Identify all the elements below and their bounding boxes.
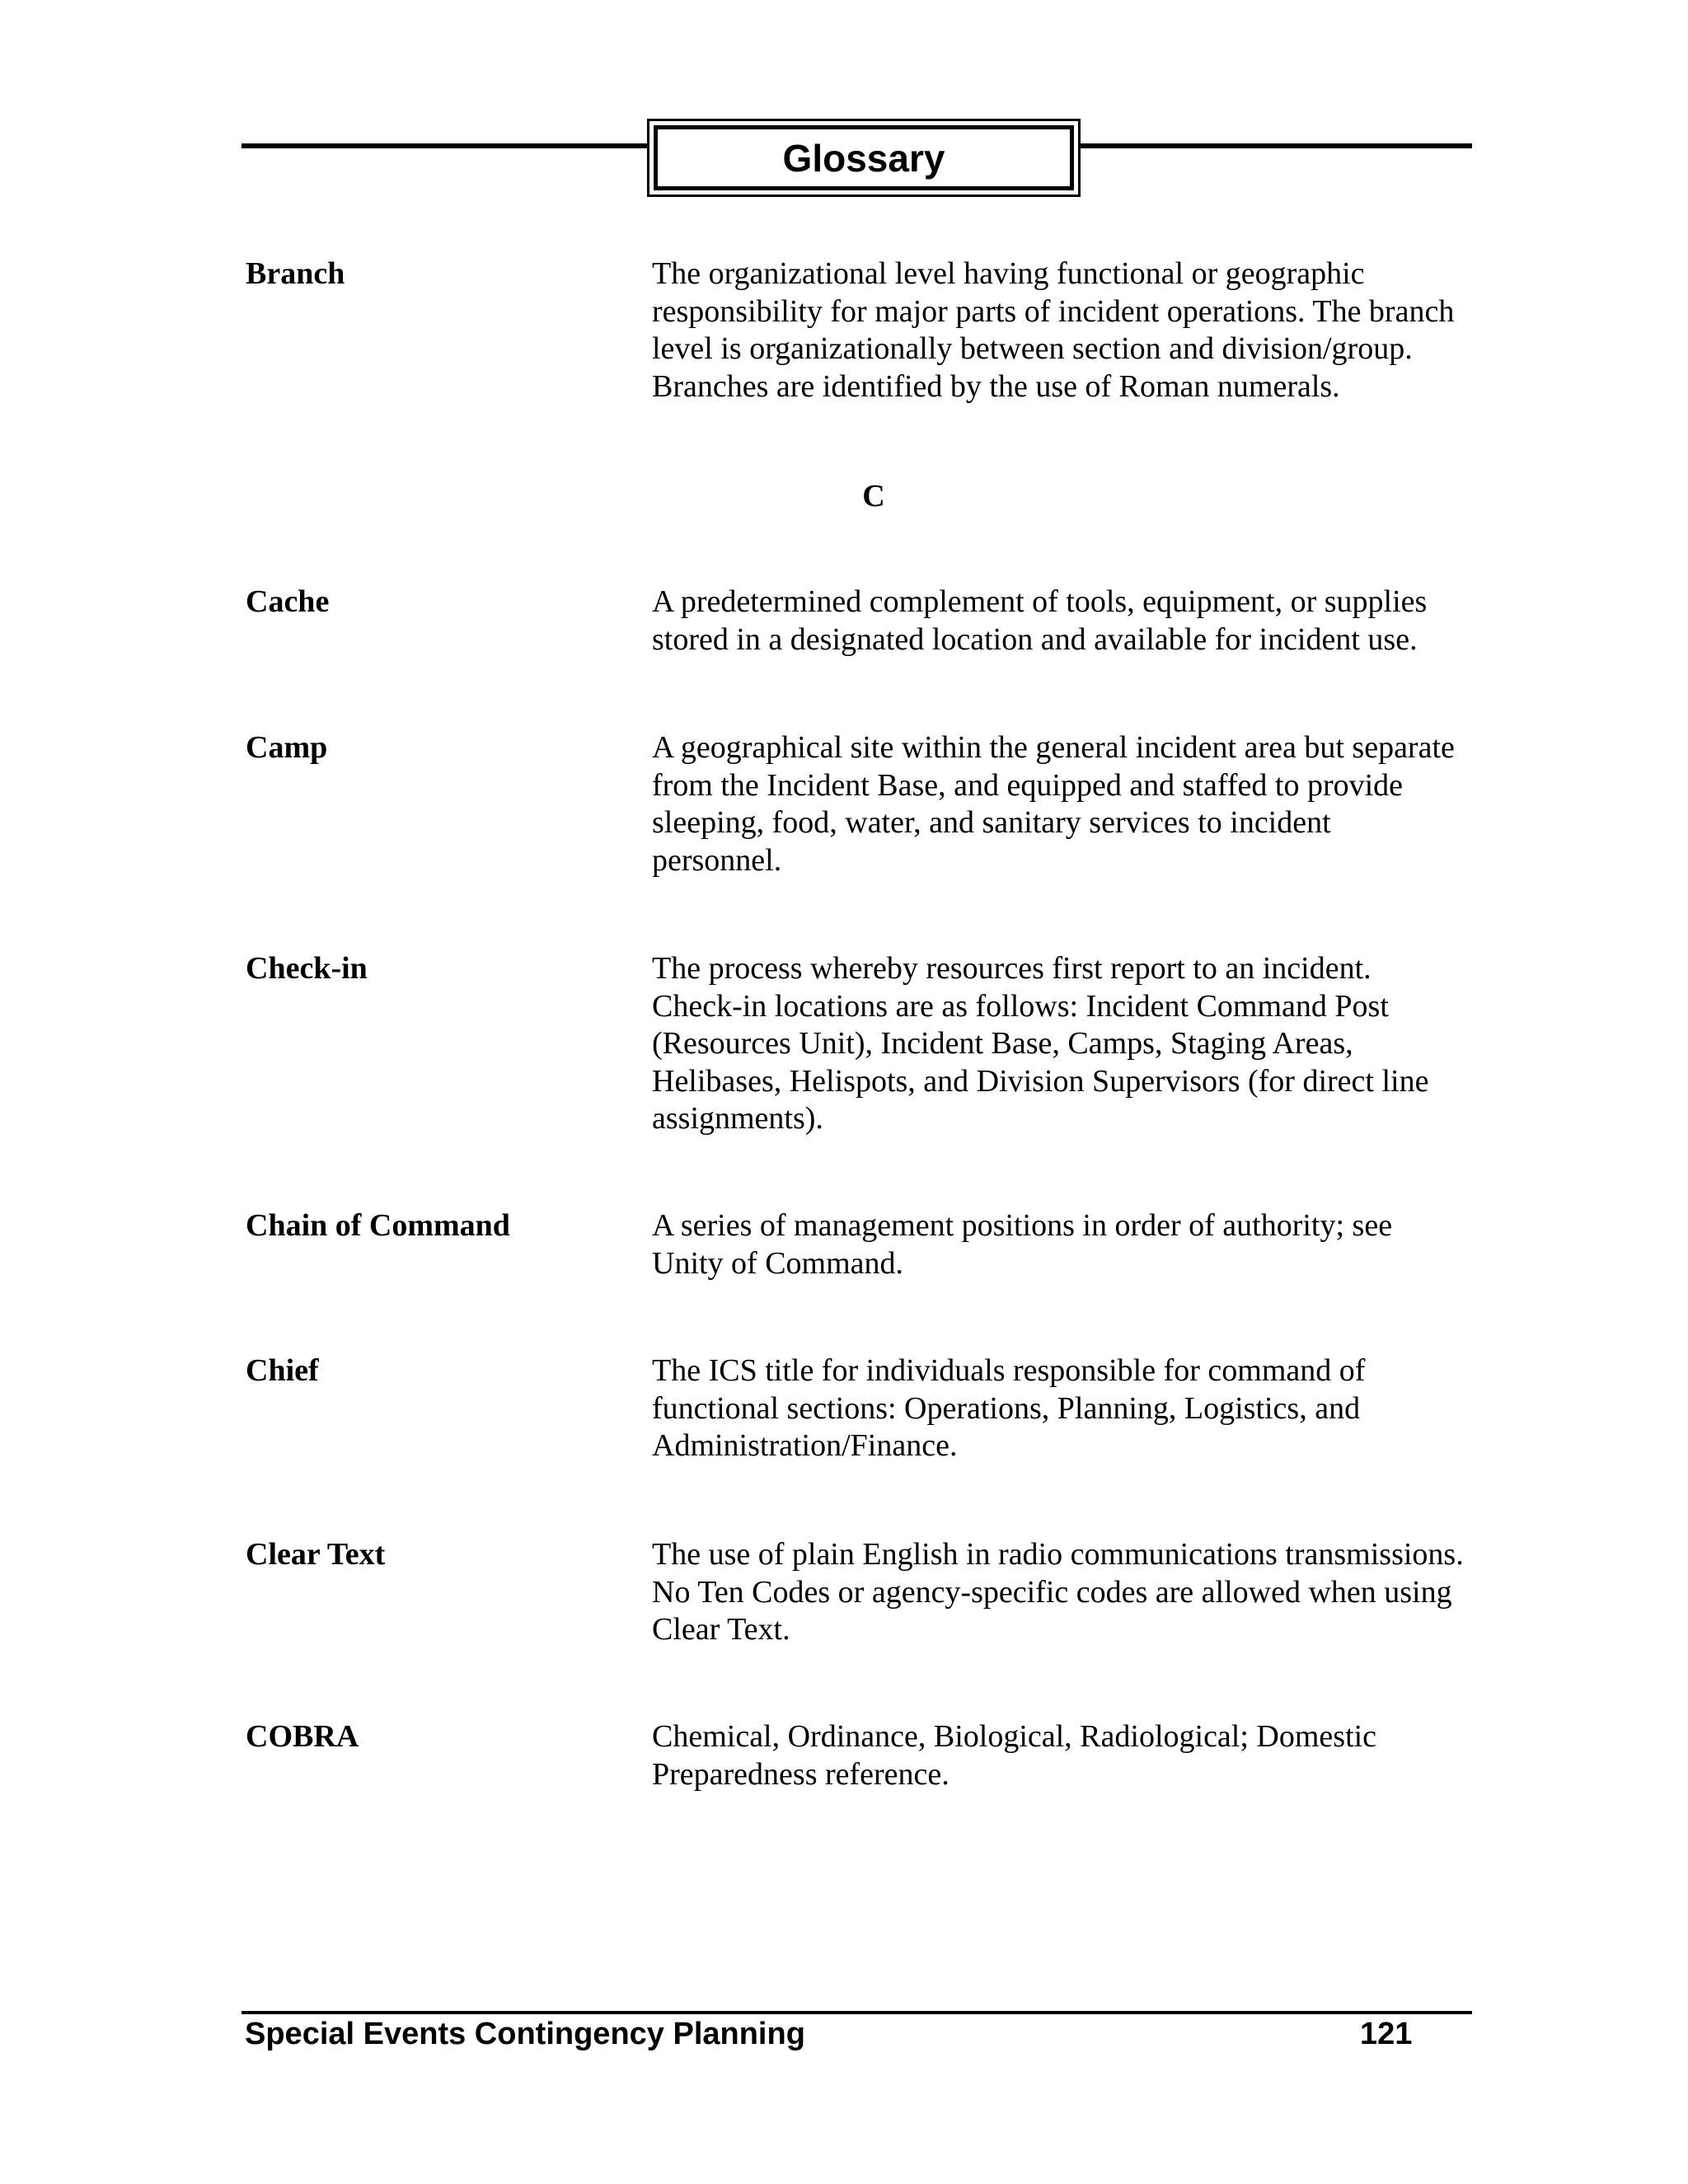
definition-line: stored in a designated location and available for incident use. bbox=[652, 621, 1418, 657]
term-clear-text: Clear Text bbox=[246, 1537, 386, 1572]
term-chief: Chief bbox=[246, 1353, 319, 1388]
term-branch: Branch bbox=[246, 256, 345, 291]
glossary-title-box bbox=[647, 119, 1081, 197]
definition-line: responsibility for major parts of incident operations. The branch bbox=[652, 293, 1455, 329]
definition-chief bbox=[652, 1352, 1517, 1465]
definition-line: The process whereby resources first report to an incident. bbox=[652, 951, 1372, 986]
definition-line: The organizational level having functional or geographic bbox=[652, 256, 1365, 291]
definition-line: Administration/Finance. bbox=[652, 1428, 958, 1463]
term-camp: Camp bbox=[246, 730, 328, 765]
definition-line: level is organizationally between section and division/group. bbox=[652, 331, 1413, 366]
definition-chain-of-command bbox=[652, 1207, 1517, 1282]
definition-line: The use of plain English in radio communications transmissions. bbox=[652, 1537, 1464, 1572]
definition-cache bbox=[652, 583, 1517, 658]
definition-line: Chemical, Ordinance, Biological, Radiological; Domestic bbox=[652, 1719, 1377, 1754]
definition-line: The ICS title for individuals responsible for command of bbox=[652, 1353, 1366, 1388]
definition-camp bbox=[652, 729, 1517, 879]
header-rule-right bbox=[1080, 143, 1472, 148]
definition-line: A series of management positions in order of authority; see bbox=[652, 1208, 1393, 1243]
definition-line: Clear Text. bbox=[652, 1612, 790, 1647]
definition-line: Preparedness reference. bbox=[652, 1756, 950, 1792]
definition-line: personnel. bbox=[652, 842, 782, 878]
definition-clear-text bbox=[652, 1536, 1517, 1649]
definition-line: functional sections: Operations, Planning, Logistics, and bbox=[652, 1390, 1361, 1426]
page-title: Glossary bbox=[654, 125, 1074, 190]
section-letter: C bbox=[862, 479, 885, 513]
definition-line: from the Incident Base, and equipped and staffed to provide bbox=[652, 767, 1404, 803]
definition-line: (Resources Unit), Incident Base, Camps, Staging Areas, bbox=[652, 1026, 1353, 1061]
definition-line: A geographical site within the general incident area but separate bbox=[652, 730, 1455, 765]
term-cobra: COBRA bbox=[246, 1719, 359, 1754]
page-number: 121 bbox=[1360, 2017, 1413, 2051]
header-rule-left bbox=[241, 143, 649, 148]
definition-line: No Ten Codes or agency-specific codes are allowed when using bbox=[652, 1574, 1452, 1610]
definition-line: assignments). bbox=[652, 1101, 823, 1136]
term-check-in: Check-in bbox=[246, 951, 368, 986]
definition-check-in bbox=[652, 950, 1517, 1138]
definition-line: Unity of Command. bbox=[652, 1245, 904, 1281]
definition-line: A predetermined complement of tools, equipment, or supplies bbox=[652, 584, 1428, 619]
definition-cobra bbox=[652, 1718, 1517, 1793]
definition-line: sleeping, food, water, and sanitary services to incident bbox=[652, 805, 1331, 840]
definition-line: Branches are identified by the use of Roman numerals. bbox=[652, 368, 1340, 404]
definition-branch bbox=[652, 255, 1517, 405]
footer-title: Special Events Contingency Planning bbox=[245, 2017, 805, 2051]
term-chain-of-command: Chain of Command bbox=[246, 1208, 510, 1243]
definition-line: Helibases, Helispots, and Division Supervisors (for direct line bbox=[652, 1063, 1429, 1099]
definition-line: Check-in locations are as follows: Incident Command Post bbox=[652, 988, 1389, 1024]
term-cache: Cache bbox=[246, 584, 330, 619]
